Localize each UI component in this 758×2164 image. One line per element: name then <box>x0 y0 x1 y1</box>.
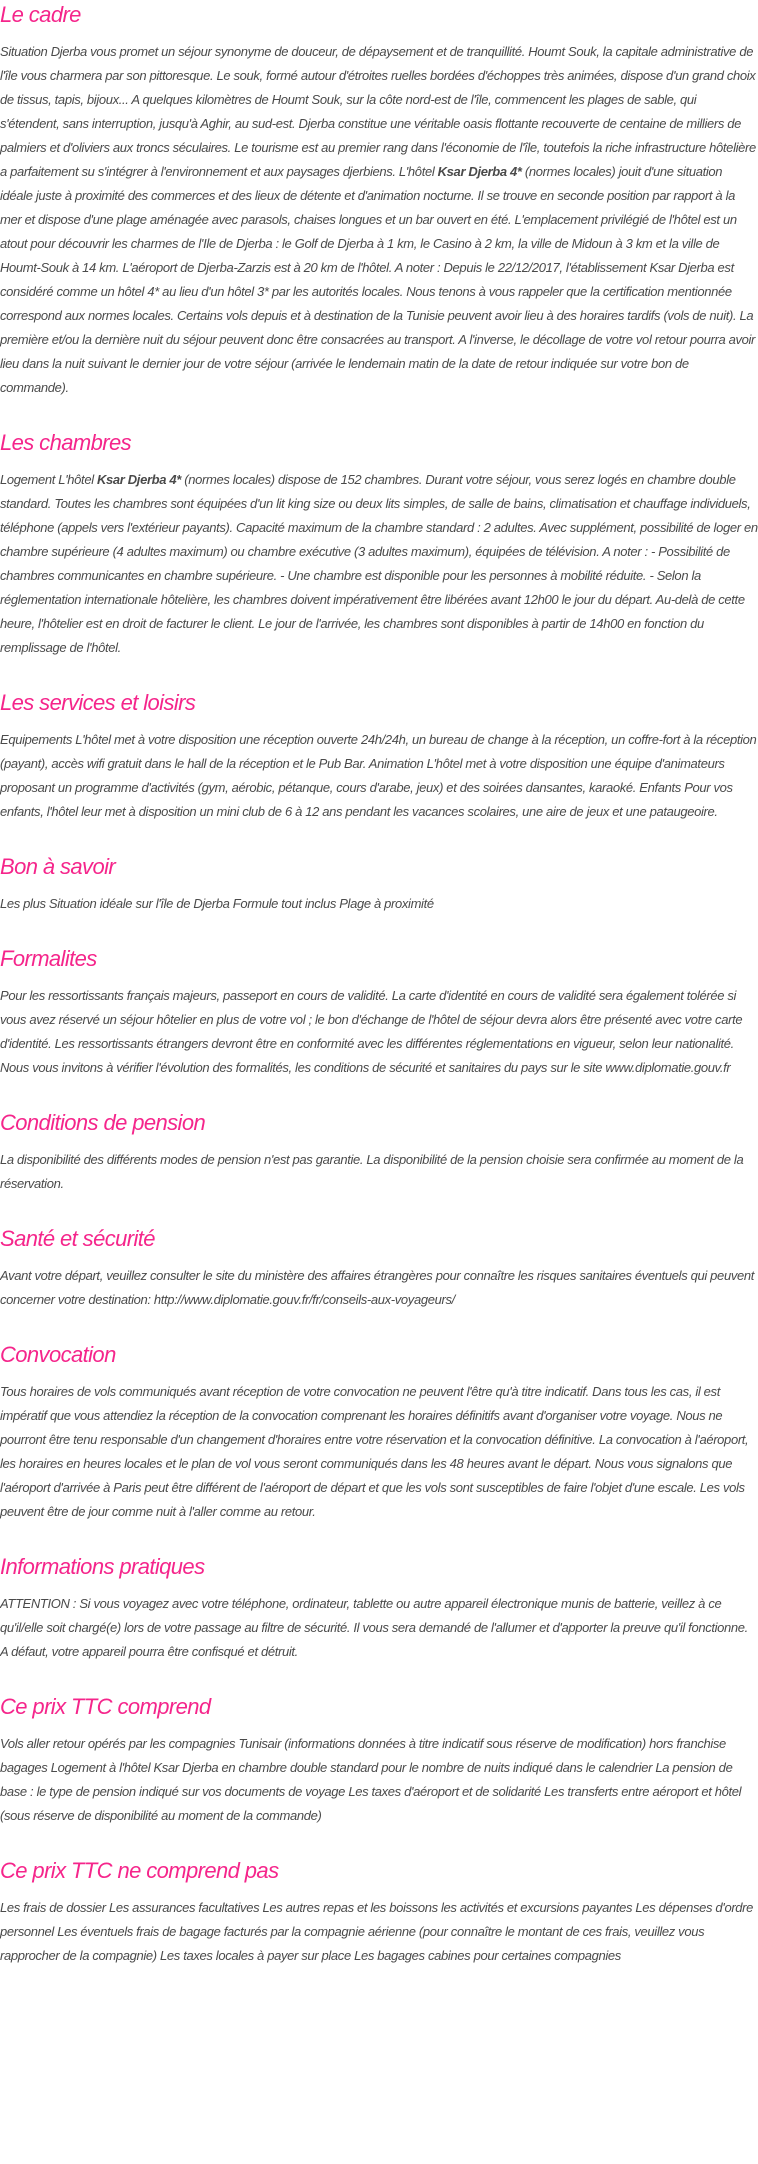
hotel-name: Ksar Djerba 4* <box>437 164 522 179</box>
section-le-cadre <box>0 0 758 400</box>
section-prix-comprend <box>0 1692 758 1828</box>
section-title: Ce prix TTC comprend <box>0 1694 211 1719</box>
section-title: Conditions de pension <box>0 1110 206 1135</box>
section-convocation <box>0 1340 758 1524</box>
section-les-chambres <box>0 428 758 660</box>
section-text: ATTENTION : Si vous voyagez avec votre téléphone, ordinateur, tablette ou autre appareil électronique munis de batterie, veillez à ce qu'il/elle soit chargé(e) lors de votre passage au filtre de sécurité. Il vous sera demandé de l'allumer et d'apporter la preuve qu'il fonctionne. A défaut, votre appareil pourra être confisqué et détruit. <box>0 1596 748 1659</box>
section-prix-ne-comprend-pas <box>0 1856 758 1968</box>
section-title: Formalites <box>0 946 97 971</box>
section-text: Les plus Situation idéale sur l'île de Djerba Formule tout inclus Plage à proximité <box>0 896 434 911</box>
hotel-name: Ksar Djerba 4* <box>97 472 181 487</box>
section-title: Ce prix TTC ne comprend pas <box>0 1858 279 1883</box>
section-formalites <box>0 944 758 1080</box>
section-text: Vols aller retour opérés par les compagnies Tunisair (informations données à titre indicatif sous réserve de modification) hors franchise bagages Logement à l'hôtel Ksar Djerba en chambre double standard pour le nombre de nuits indiqué dans le calendrier La pension de base : le type de pension indiqué sur vos documents de voyage Les taxes d'aéroport et de solidarité Les transferts entre aéroport et hôtel (sous réserve de disponibilité au moment de la commande) <box>0 1736 742 1823</box>
section-informations-pratiques <box>0 1552 758 1664</box>
section-text: Tous horaires de vols communiqués avant réception de votre convocation ne peuvent l'être qu'à titre indicatif. Dans tous les cas, il est impératif que vous attendiez la réception de la convocation comprenant les horaires définitifs avant d'organiser votre voyage. Nous ne pourront être tenu responsable d'un changement d'horaires entre votre réservation et la convocation définitive. La convocation à l'aéroport, les horaires en heures locales et le plan de vol vous seront communiqués dans les 48 heures avant le départ. Nous vous signalons que l'aéroport d'arrivée à Paris peut être différent de l'aéroport de départ et que les vols sont susceptibles de faire l'objet d'une escale. Les vols peuvent être de jour comme nuit à l'aller comme au retour. <box>0 1384 749 1519</box>
section-text: Avant votre départ, veuillez consulter le site du ministère des affaires étrangères pour connaître les risques sanitaires éventuels qui peuvent concerner votre destination: http://www.diplomatie.gouv.fr/fr/conseils-aux-voyageurs/ <box>0 1268 754 1307</box>
section-text: Logement L'hôtel Ksar Djerba 4* (normes locales) dispose de 152 chambres. Durant votre séjour, vous serez logés en chambre double standard. Toutes les chambres sont équipées d'un lit king size ou deux lits simples, de salle de bains, climatisation et chauffage individuels, téléphone (appels vers l'extérieur payants). Capacité maximum de la chambre standard : 2 adultes. Avec supplément, possibilité de loger en chambre supérieure (4 adultes maximum) ou chambre exécutive (3 adultes maximum), équipées de télévision. A noter : - Possibilité de chambres communicantes en chambre supérieure. - Une chambre est disponible pour les personnes à mobilité réduite. - Selon la réglementation internationale hôtelière, les chambres doivent impérativement être libérées avant 12h00 le jour du départ. Au-delà de cette heure, l'hôtelier est en droit de facturer le client. Le jour de l'arrivée, les chambres sont disponibles à partir de 14h00 en fonction du remplissage de l'hôtel. <box>0 472 758 655</box>
section-title: Les services et loisirs <box>0 690 196 715</box>
section-title: Convocation <box>0 1342 116 1367</box>
section-title: Informations pratiques <box>0 1554 205 1579</box>
section-services-loisirs <box>0 688 758 824</box>
section-title: Santé et sécurité <box>0 1226 155 1251</box>
section-text: Situation Djerba vous promet un séjour synonyme de douceur, de dépaysement et de tranquillité. Houmt Souk, la capitale administrative de l'île vous charmera par son pittoresque. Le souk, formé autour d'étroites ruelles bordées d'échoppes très animées, dispose d'un grand choix de tissus, tapis, bijoux... A quelques kilomètres de Houmt Souk, sur la côte nord-est de l'île, commencent les plages de sable, qui s'étendent, sans interruption, jusqu'à Aghir, au sud-est. Djerba constitue une véritable oasis flottante recouverte de centaine de milliers de palmiers et d'oliviers aux troncs séculaires. Le tourisme est au premier rang dans l'économie de l'île, toutefois la riche infrastructure hôtelière a parfaitement su s'intégrer à l'environnement et aux paysages djerbiens. L'hôtel Ksar Djerba 4* (normes locales) jouit d'une situation idéale juste à proximité des commerces et des lieux de détente et d'animation nocturne. Il se trouve en seconde position par rapport à la mer et dispose d'une plage aménagée avec parasols, chaises longues et un bar ouvert en été. L'emplacement privilégié de l'hôtel est un atout pour découvrir les charmes de l'Ile de Djerba : le Golf de Djerba à 1 km, le Casino à 2 km, la ville de Midoun à 3 km et la ville de Houmt-Souk à 14 km. L'aéroport de Djerba-Zarzis est à 20 km de l'hôtel. A noter : Depuis le 22/12/2017, l'établissement Ksar Djerba est considéré comme un hôtel 4* au lieu d'un hôtel 3* par les autorités locales. Nous tenons à vous rappeler que la certification mentionnée correspond aux normes locales. Certains vols depuis et à destination de la Tunisie peuvent avoir lieu à des horaires tardifs (vols de nuit). La première et/ou la dernière nuit du séjour peuvent donc être consacrées au transport. A l'inverse, le décollage de votre vol retour pourra avoir lieu dans la nuit suivant le dernier jour de votre séjour (arrivée le lendemain matin de la date de retour indiquée sur votre bon de commande). <box>0 44 756 395</box>
section-sante-securite <box>0 1224 758 1312</box>
section-text: Les frais de dossier Les assurances facultatives Les autres repas et les boissons les activités et excursions payantes Les dépenses d'ordre personnel Les éventuels frais de bagage facturés par la compagnie aérienne (pour connaître le montant de ces frais, veuillez vous rapprocher de la compagnie) Les taxes locales à payer sur place Les bagages cabines pour certaines compagnies <box>0 1900 754 1963</box>
section-text: La disponibilité des différents modes de pension n'est pas garantie. La disponibilité de la pension choisie sera confirmée au moment de la réservation. <box>0 1152 744 1191</box>
section-text: Pour les ressortissants français majeurs, passeport en cours de validité. La carte d'identité en cours de validité sera également tolérée si vous avez réservé un séjour hôtelier en plus de votre vol ; le bon d'échange de l'hôtel de séjour devra alors être présenté avec votre carte d'identité. Les ressortissants étrangers devront être en conformité avec les différentes réglementations en vigueur, selon leur nationalité. Nous vous invitons à vérifier l'évolution des formalités, les conditions de sécurité et sanitaires du pays sur le site www.diplomatie.gouv.fr <box>0 988 743 1075</box>
section-text: Equipements L'hôtel met à votre disposition une réception ouverte 24h/24h, un bureau de change à la réception, un coffre-fort à la réception (payant), accès wifi gratuit dans le hall de la réception et le Pub Bar. Animation L'hôtel met à votre disposition une équipe d'animateurs proposant un programme d'activités (gym, aérobic, pétanque, cours d'arabe, jeux) et des soirées dansantes, karaoké. Enfants Pour vos enfants, l'hôtel leur met à disposition un mini club de 6 à 12 ans pendant les vacances scolaires, une aire de jeux et une pataugeoire. <box>0 732 757 819</box>
section-title: Bon à savoir <box>0 854 116 879</box>
section-title: Le cadre <box>0 2 81 27</box>
section-title: Les chambres <box>0 430 131 455</box>
section-conditions-pension <box>0 1108 758 1196</box>
section-bon-a-savoir <box>0 852 758 916</box>
